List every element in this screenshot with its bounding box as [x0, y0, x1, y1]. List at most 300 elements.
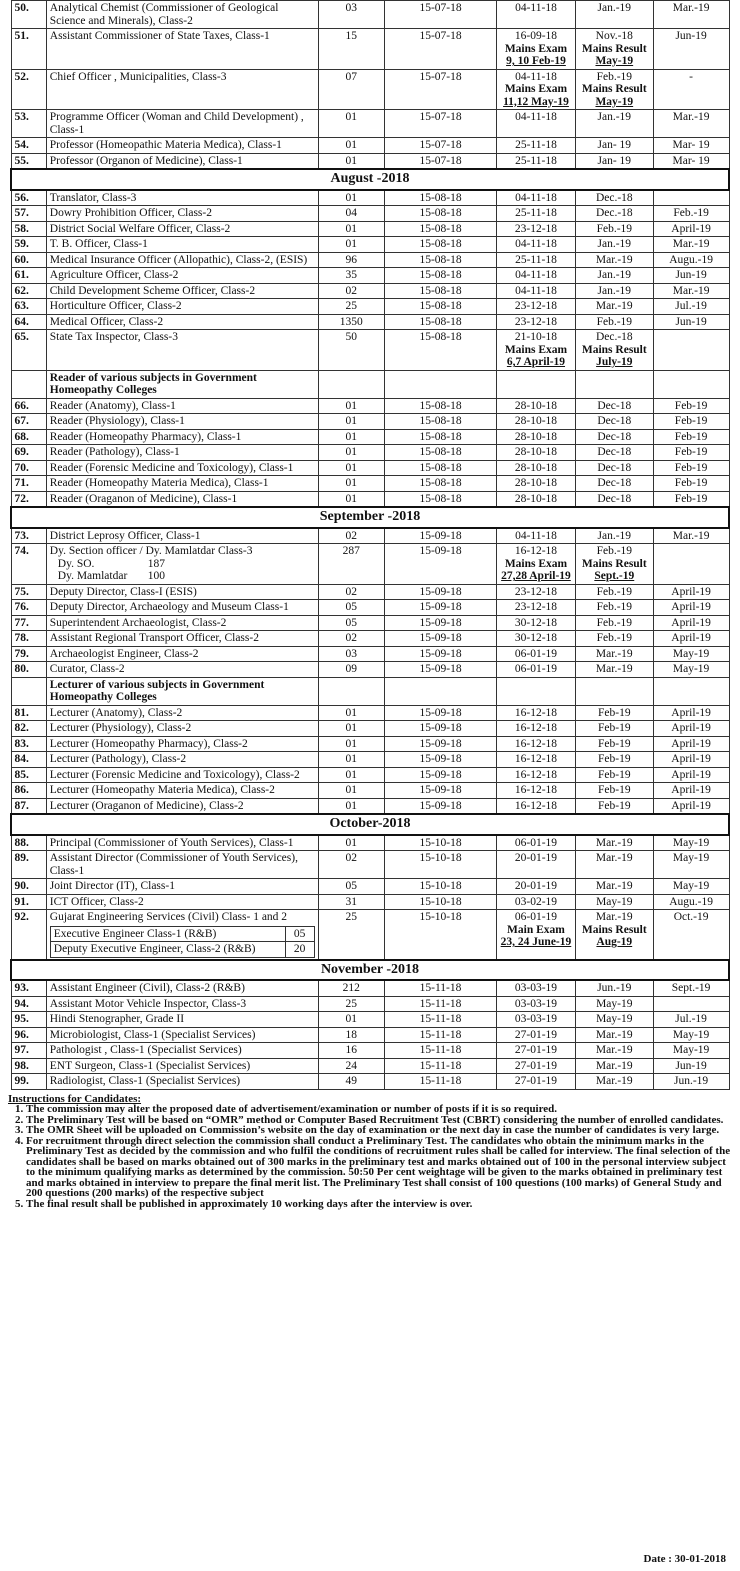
post-name-text: Lecturer (Homeopathy Materia Medica), Class-2 [49, 784, 275, 796]
mains-exam-label: Mains Exam [504, 343, 568, 356]
result-month [575, 29, 653, 70]
post-name-text: Lecturer (Forensic Medicine and Toxicology), Class-2 [49, 768, 300, 781]
post-name-text: Dowry Prohibition Officer, Class-2 [49, 207, 212, 219]
row-number: 69. [11, 445, 46, 461]
number-of-posts: 15 [318, 29, 384, 70]
number-of-posts: 01 [318, 414, 384, 430]
interview-month [653, 544, 729, 585]
interview-month: Augu.-19 [653, 252, 729, 268]
number-of-posts: 02 [318, 584, 384, 600]
document-date: Date : 30-01-2018 [643, 1553, 726, 1565]
instruction-item: 1. The commission may alter the proposed date of advertisement/examination or number of posts if it is so required. [26, 1104, 732, 1115]
row-number: 61. [11, 268, 46, 284]
row-number: 94. [11, 996, 46, 1012]
mains-result-label: Mains Result [581, 42, 647, 55]
number-of-posts: 05 [318, 879, 384, 895]
result-month-text: Dec-18 [597, 430, 632, 443]
row-number: 64. [11, 314, 46, 330]
instruction-item: 4. For recruitment through direct selection the commission shall conduct a Preliminary Test. The candidates who obtain the minimum marks in the Preliminary Test as decided by the commission and who fulfil the conditions of recruitment rules shall be called for interview. The final selection of the candidates shall be based on marks obtained out of 300 marks in the preliminary test and marks obtained out of 100 in the personal interview subject to the minimum qualifying marks as determined by the commission. 50:50 Per cent weightage will be given to the marks obtained in preliminary test and marks obtained in interview to prepare the final merit list. The Preliminary Test shall consist of 100 questions (100 marks) of General Study and 200 questions (200 marks) of the respective subject [26, 1136, 732, 1199]
number-of-posts: 35 [318, 268, 384, 284]
result-month [575, 894, 653, 910]
table-row [11, 110, 729, 138]
table-row [11, 879, 729, 895]
table-row [11, 460, 729, 476]
result-month-text: Dec-18 [597, 415, 632, 427]
row-number: 62. [11, 283, 46, 299]
number-of-posts: 02 [318, 283, 384, 299]
table-row [11, 491, 729, 507]
interview-month: Jun-19 [653, 268, 729, 284]
advertisement-date: 15-07-18 [385, 69, 497, 110]
exam-date-text: 04-11-18 [515, 284, 557, 297]
number-of-posts: 01 [318, 1012, 384, 1028]
interview-month: April-19 [653, 736, 729, 752]
sub-post-row [58, 558, 315, 571]
result-month-text: May-19 [596, 997, 633, 1010]
exam-date-text: 16-12-18 [514, 799, 558, 812]
post-name-text: Deputy Director, Archaeology and Museum Class-1 [49, 601, 289, 613]
exam-date-text: 25-11-18 [515, 207, 557, 219]
number-of-posts: 49 [318, 1074, 384, 1090]
table-row [11, 646, 729, 662]
result-month [575, 221, 653, 237]
row-number: 56. [11, 190, 46, 206]
instructions-list [8, 1104, 732, 1209]
interview-month: April-19 [653, 705, 729, 721]
table-row [11, 252, 729, 268]
exam-date [497, 283, 576, 299]
exam-date [497, 237, 576, 253]
post-name-text: Hindi Stenographer, Grade II [49, 1013, 185, 1025]
interview-month: Mar.-19 [653, 528, 729, 544]
advertisement-date: 15-08-18 [385, 330, 497, 371]
month-label: November -2018 [11, 960, 729, 981]
exam-date [497, 110, 576, 138]
month-header [11, 960, 729, 981]
post-name-text: Lecturer (Physiology), Class-2 [49, 722, 192, 734]
posts-cell [318, 370, 384, 398]
table-row [11, 268, 729, 284]
number-of-posts: 96 [318, 252, 384, 268]
exam-date [497, 330, 576, 371]
table-row [11, 1012, 729, 1028]
post-name-text: Agriculture Officer, Class-2 [49, 269, 179, 281]
instruction-item: 5. The final result shall be published in approximately 10 working days after the interview is over. [26, 1199, 732, 1210]
advertisement-date: 15-09-18 [385, 736, 497, 752]
table-row [11, 980, 729, 996]
interview-month: April-19 [653, 631, 729, 647]
advertisement-date: 15-09-18 [385, 798, 497, 814]
result-month [575, 851, 653, 879]
post-name [46, 798, 318, 814]
exam-date [497, 798, 576, 814]
exam-date [497, 662, 576, 678]
result-month [575, 206, 653, 222]
row-number: 66. [11, 398, 46, 414]
exam-date [497, 398, 576, 414]
row-number: 71. [11, 476, 46, 492]
row-number: 58. [11, 221, 46, 237]
exam-date-text: 25-11-18 [515, 253, 557, 266]
number-of-posts: 212 [318, 980, 384, 996]
post-name-text: T. B. Officer, Class-1 [49, 238, 148, 250]
sub-post-label: Deputy Executive Engineer, Class-2 (R&B) [50, 942, 285, 958]
post-name-text: Assistant Motor Vehicle Inspector, Class-3 [49, 997, 247, 1010]
result-month [575, 252, 653, 268]
mains-result-label: Mains Result [581, 923, 647, 936]
interview-month: May-19 [653, 1043, 729, 1059]
interview-month: April-19 [653, 615, 729, 631]
interview-month: Augu.-19 [653, 894, 729, 910]
sub-post-row [58, 570, 315, 583]
post-name-text: Archaeologist Engineer, Class-2 [49, 647, 199, 660]
row-number: 65. [11, 330, 46, 371]
result-month [575, 600, 653, 616]
group-title: Reader of various subjects in Government Homeopathy Colleges [46, 370, 318, 398]
post-name-text: Lecturer (Anatomy), Class-2 [49, 706, 183, 719]
group-header-row [11, 677, 729, 705]
row-number: 99. [11, 1074, 46, 1090]
post-name [46, 783, 318, 799]
mains-result-date: May-19 [595, 95, 634, 108]
row-number: 89. [11, 851, 46, 879]
post-name-text: Programme Officer (Woman and Child Development) , Class-1 [49, 111, 304, 136]
advertisement-date: 15-09-18 [385, 646, 497, 662]
post-name-text: Reader (Homeopathy Materia Medica), Class-1 [49, 477, 269, 489]
table-row [11, 330, 729, 371]
exam-date [497, 1043, 576, 1059]
result-month [575, 445, 653, 461]
interview-month: May-19 [653, 662, 729, 678]
result-month-text: Feb.-19 [596, 632, 633, 644]
post-name-text: ENT Surgeon, Class-1 (Specialist Services) [49, 1059, 251, 1072]
table-row [11, 662, 729, 678]
month-header [11, 814, 729, 835]
number-of-posts: 09 [318, 662, 384, 678]
exam-date-text: 04-11-18 [515, 2, 557, 14]
exam-date [497, 767, 576, 783]
post-name [46, 996, 318, 1012]
number-of-posts: 01 [318, 429, 384, 445]
advertisement-date: 15-10-18 [385, 835, 497, 851]
exam-date-text: 03-03-19 [514, 982, 558, 994]
exam-date-text: 23-12-18 [514, 601, 558, 613]
table-row [11, 429, 729, 445]
exam-date-text: 20-01-19 [514, 880, 558, 892]
post-name [46, 767, 318, 783]
table-row [11, 283, 729, 299]
interview-month: Jul.-19 [653, 1012, 729, 1028]
exam-date-text: 06-01-19 [514, 836, 558, 849]
instructions-title: Instructions for Candidates: [8, 1092, 142, 1105]
result-month [575, 110, 653, 138]
interview-month: Jun-19 [653, 314, 729, 330]
table-row [11, 314, 729, 330]
number-of-posts: 01 [318, 398, 384, 414]
result-month-text: Feb.-19 [596, 70, 633, 83]
result-month-text: Nov.-18 [595, 30, 633, 42]
advertisement-date: 15-08-18 [385, 221, 497, 237]
row-number: 54. [11, 138, 46, 154]
exam-date-text: 28-10-18 [514, 461, 558, 474]
result-month [575, 1012, 653, 1028]
number-of-posts: 01 [318, 736, 384, 752]
interview-month: May-19 [653, 835, 729, 851]
post-name-text: Reader (Forensic Medicine and Toxicology), Class-1 [49, 461, 294, 474]
recruitment-schedule-table [10, 0, 730, 1090]
row-number: 82. [11, 721, 46, 737]
advertisement-date: 15-07-18 [385, 138, 497, 154]
row-number: 85. [11, 767, 46, 783]
advertisement-date: 15-09-18 [385, 631, 497, 647]
result-month-text: Feb.-19 [596, 315, 633, 328]
advertisement-date: 15-09-18 [385, 752, 497, 768]
result-month-text: Feb-19 [598, 799, 631, 812]
post-name [46, 1043, 318, 1059]
table-row [11, 1, 729, 29]
advertisement-date: 15-09-18 [385, 767, 497, 783]
advertisement-date: 15-11-18 [385, 1027, 497, 1043]
table-row [11, 299, 729, 315]
exam-date [497, 752, 576, 768]
post-name [46, 414, 318, 430]
result-month-text: Jan.-19 [597, 284, 632, 297]
post-name-text: Reader (Pathology), Class-1 [49, 446, 180, 458]
interview-month: April-19 [653, 221, 729, 237]
post-name [46, 835, 318, 851]
number-of-posts: 01 [318, 705, 384, 721]
number-of-posts: 25 [318, 299, 384, 315]
row-number: 81. [11, 705, 46, 721]
table-row [11, 783, 729, 799]
table-row [11, 29, 729, 70]
sub-post-value: 100 [147, 570, 166, 582]
adv-date-cell [385, 677, 497, 705]
interview-month [653, 330, 729, 371]
result-month-text: Dec-18 [597, 492, 632, 505]
result-month-text: Mar.-19 [595, 836, 633, 849]
number-of-posts: 03 [318, 646, 384, 662]
post-name [46, 631, 318, 647]
result-month [575, 398, 653, 414]
exam-date [497, 221, 576, 237]
result-month [575, 460, 653, 476]
result-month [575, 314, 653, 330]
exam-date [497, 1074, 576, 1090]
exam-date [497, 1012, 576, 1028]
exam-date [497, 476, 576, 492]
advertisement-date: 15-07-18 [385, 1, 497, 29]
result-month-text: Feb-19 [598, 722, 631, 734]
interview-month: May-19 [653, 1027, 729, 1043]
result-month-text: Dec.-18 [595, 331, 633, 343]
result-month-text: Jan- 19 [597, 139, 632, 151]
post-name-text: Superintendent Archaeologist, Class-2 [49, 616, 227, 629]
number-of-posts: 04 [318, 206, 384, 222]
result-month [575, 783, 653, 799]
post-name-text: District Social Welfare Officer, Class-2 [49, 222, 231, 235]
row-number [11, 370, 46, 398]
advertisement-date: 15-08-18 [385, 460, 497, 476]
result-month [575, 615, 653, 631]
table-row [11, 894, 729, 910]
month-label: August -2018 [11, 169, 729, 190]
row-number: 51. [11, 29, 46, 70]
result-month-text: Feb-19 [598, 737, 631, 750]
exam-date-text: 16-12-18 [514, 753, 558, 765]
result-month-text: Dec-18 [597, 461, 632, 474]
mains-exam-date: 6,7 April-19 [506, 356, 566, 368]
number-of-posts: 25 [318, 910, 384, 960]
post-name [46, 445, 318, 461]
advertisement-date: 15-08-18 [385, 252, 497, 268]
exam-date [497, 138, 576, 154]
result-month [575, 705, 653, 721]
table-row [11, 600, 729, 616]
mains-exam-label: Mains Exam [504, 557, 568, 570]
advertisement-date: 15-09-18 [385, 615, 497, 631]
interview-month [653, 190, 729, 206]
sub-post-value: 187 [147, 557, 166, 570]
number-of-posts: 02 [318, 631, 384, 647]
exam-date-text: 04-11-18 [515, 191, 557, 204]
result-month-text: Mar.-19 [595, 852, 633, 864]
result-month [575, 879, 653, 895]
exam-date [497, 414, 576, 430]
result-month-text: Feb.-19 [596, 601, 633, 613]
sub-post-row [50, 926, 314, 942]
exam-date [497, 252, 576, 268]
exam-date [497, 153, 576, 169]
interview-month: April-19 [653, 600, 729, 616]
result-month [575, 299, 653, 315]
post-name-text: Assistant Director (Commissioner of Youth Services), Class-1 [49, 852, 298, 877]
exam-date [497, 460, 576, 476]
number-of-posts: 01 [318, 491, 384, 507]
number-of-posts: 01 [318, 138, 384, 154]
exam-date-text: 03-03-19 [514, 1013, 558, 1025]
exam-date-text: 16-09-18 [514, 30, 558, 42]
post-name [46, 237, 318, 253]
number-of-posts: 01 [318, 798, 384, 814]
table-row [11, 752, 729, 768]
table-row [11, 1074, 729, 1090]
exam-date-text: 28-10-18 [514, 446, 558, 458]
mains-exam-label: Mains Exam [504, 42, 568, 55]
post-name-text: Assistant Commissioner of State Taxes, Class-1 [49, 30, 270, 42]
result-month-text: Feb.-19 [596, 545, 633, 557]
table-row [11, 476, 729, 492]
row-number: 86. [11, 783, 46, 799]
table-row [11, 996, 729, 1012]
interview-month: Feb-19 [653, 491, 729, 507]
advertisement-date: 15-09-18 [385, 662, 497, 678]
result-month [575, 268, 653, 284]
table-row [11, 1058, 729, 1074]
post-name-text: Reader (Homeopathy Pharmacy), Class-1 [49, 430, 242, 443]
result-month [575, 736, 653, 752]
post-name [46, 268, 318, 284]
row-number: 80. [11, 662, 46, 678]
row-number: 53. [11, 110, 46, 138]
exam-date-text: 16-12-18 [514, 737, 558, 750]
post-name-text: Assistant Engineer (Civil), Class-2 (R&B) [49, 982, 245, 994]
table-row [11, 528, 729, 544]
result-month-text: May-19 [596, 1013, 633, 1025]
posts-cell [318, 677, 384, 705]
advertisement-date: 15-08-18 [385, 491, 497, 507]
result-month-text: Mar.-19 [595, 253, 633, 266]
exam-date-text: 16-12-18 [514, 768, 558, 781]
result-month [575, 996, 653, 1012]
result-month [575, 528, 653, 544]
result-month [575, 584, 653, 600]
advertisement-date: 15-09-18 [385, 705, 497, 721]
result-month-text: Jan.-19 [597, 2, 632, 14]
exam-date-text: 06-01-19 [514, 911, 558, 923]
interview-month: Mar- 19 [653, 153, 729, 169]
month-header [11, 507, 729, 528]
row-number: 88. [11, 835, 46, 851]
table-row [11, 190, 729, 206]
advertisement-date: 15-08-18 [385, 429, 497, 445]
exam-date [497, 631, 576, 647]
post-name-text: Lecturer (Pathology), Class-2 [49, 753, 187, 765]
post-name-text: Assistant Regional Transport Officer, Class-2 [49, 632, 259, 644]
post-name [46, 1058, 318, 1074]
number-of-posts: 01 [318, 221, 384, 237]
group-header-row [11, 370, 729, 398]
interview-month: May-19 [653, 879, 729, 895]
post-name-text: Reader (Oraganon of Medicine), Class-1 [49, 492, 238, 505]
exam-date [497, 190, 576, 206]
advertisement-date: 15-08-18 [385, 414, 497, 430]
interview-month: April-19 [653, 767, 729, 783]
exam-date-text: 23-12-18 [514, 585, 558, 598]
exam-date [497, 851, 576, 879]
sub-post-value: 20 [285, 942, 314, 958]
interview-month: Feb-19 [653, 460, 729, 476]
result-month-text: Feb.-19 [596, 585, 633, 598]
row-number: 50. [11, 1, 46, 29]
number-of-posts: 05 [318, 615, 384, 631]
month-label: September -2018 [11, 507, 729, 528]
interview-month: April-19 [653, 721, 729, 737]
post-name-text: Radiologist, Class-1 (Specialist Services) [49, 1075, 241, 1087]
number-of-posts: 287 [318, 544, 384, 585]
row-number: 78. [11, 631, 46, 647]
post-name [46, 752, 318, 768]
post-name-text: State Tax Inspector, Class-3 [49, 331, 178, 343]
result-month [575, 910, 653, 960]
mains-exam-date: 9, 10 Feb-19 [506, 55, 566, 67]
exam-date-text: 28-10-18 [514, 415, 558, 427]
exam-date [497, 69, 576, 110]
post-name-text: Professor (Homeopathic Materia Medica), Class-1 [49, 139, 282, 151]
number-of-posts: 01 [318, 237, 384, 253]
number-of-posts: 02 [318, 528, 384, 544]
post-name [46, 69, 318, 110]
advertisement-date: 15-09-18 [385, 600, 497, 616]
interview-month: Mar.-19 [653, 283, 729, 299]
row-number [11, 677, 46, 705]
exam-date [497, 894, 576, 910]
result-month [575, 138, 653, 154]
post-name [46, 705, 318, 721]
table-row [11, 910, 729, 960]
instruction-item: 2. The Preliminary Test will be based on “OMR” method or Computer Based Recruitment Test (CBRT) considering the number of enrolled candidates. [26, 1115, 732, 1126]
interview-month: Feb-19 [653, 414, 729, 430]
